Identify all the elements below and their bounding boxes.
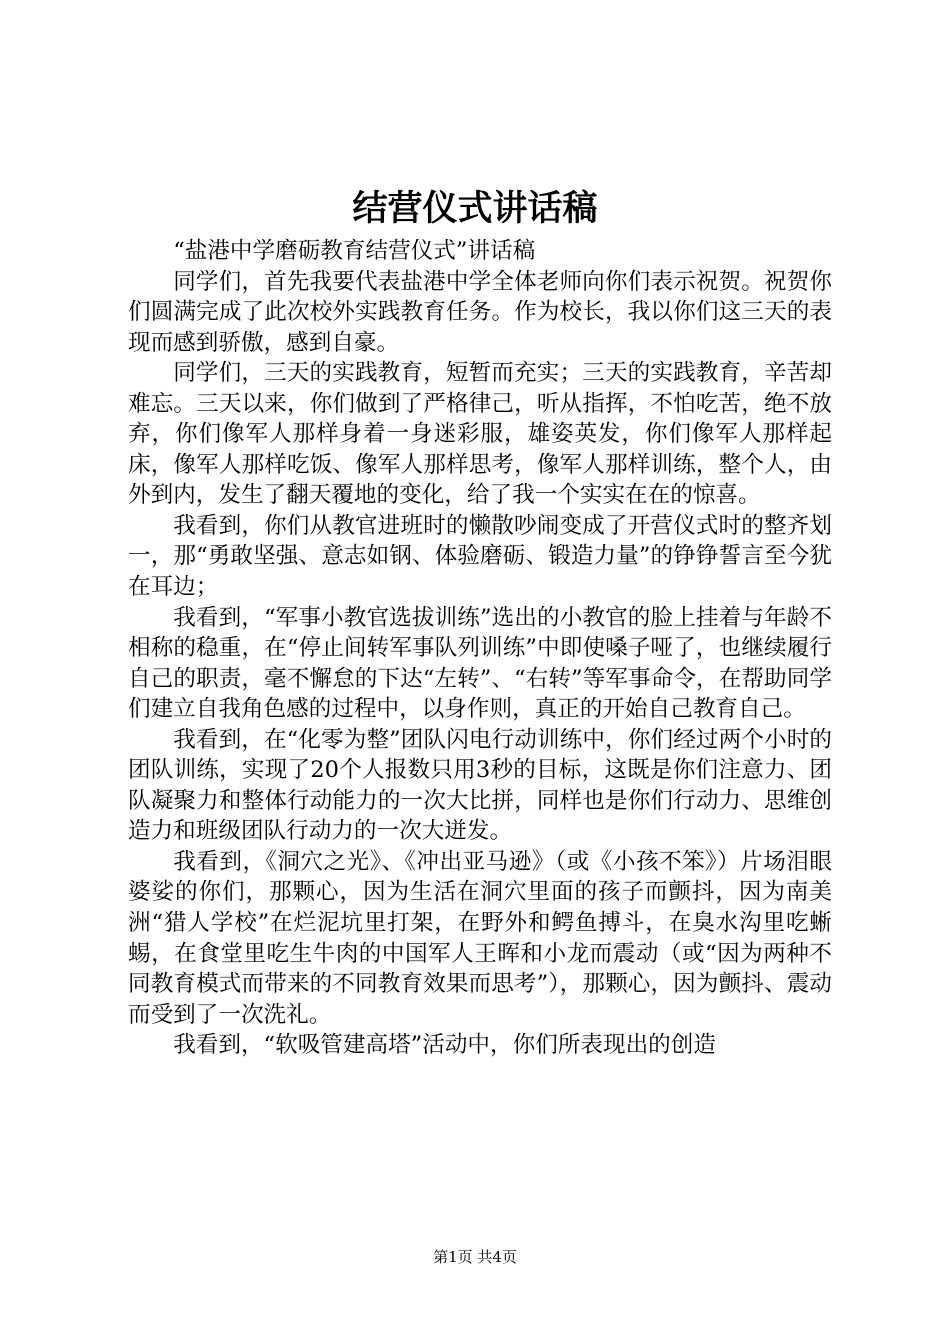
document-body [128, 236, 832, 1061]
paragraph-team-training: 我看到，在“化零为整”团队闪电行动训练中，你们经过两个小时的团队训练，实现了20个人报数只用3秒的目标，这既是你们注意力、团队凝聚力和整体行动能力的一次大比拼，同样也是你们行动力、思维创造力和班级团队行动力的一次大迸发。 [128, 726, 832, 845]
paragraph-congratulations: 同学们，首先我要代表盐港中学全体老师向你们表示祝贺。祝贺你们圆满完成了此次校外实践教育任务。作为校长，我以你们这三天的表现而感到骄傲，感到自豪。 [128, 268, 832, 356]
paragraph-straw-tower: 我看到，“软吸管建高塔”活动中，你们所表现出的创造 [173, 1032, 716, 1059]
paragraph-little-instructors: 我看到，“军事小教官选拔训练”选出的小教官的脸上挂着与年龄不相称的稳重，在“停止间转军事队列训练”中即使嗓子哑了，也继续履行自己的职责，毫不懈怠的下达“左转”、“右转”等军事命令，在帮助同学们建立自我角色感的过程中，以身作则，真正的开始自己教育自己。 [128, 604, 832, 723]
document-title: 结营仪式讲话稿 [352, 189, 598, 229]
subtitle-paragraph: “盐港中学磨砺教育结营仪式”讲话稿 [173, 238, 536, 264]
page-footer: 第1页 共4页 [433, 1248, 517, 1266]
paragraph-films: 我看到，《洞穴之光》、《冲出亚马逊》（或《小孩不笨》）片场泪眼婆娑的你们，那颗心，因为生活在洞穴里面的孩子而颤抖，因为南美洲“猎人学校”在烂泥坑里打架，在野外和鳄鱼搏斗，在臭水沟里吃蜥蜴，在食堂里吃生牛肉的中国军人王晖和小龙而震动（或“因为两种不同教育模式而带来的不同教育效果而思考”），那颗心，因为颤抖、震动而受到了一次洗礼。 [128, 848, 832, 1028]
paragraph-opening-ceremony: 我看到，你们从教官进班时的懒散吵闹变成了开营仪式时的整齐划一，那“勇敢坚强、意志如钢、体验磨砺、锻造力量”的铮铮誓言至今犹在耳边； [128, 512, 832, 601]
paragraph-three-days: 同学们，三天的实践教育，短暂而充实；三天的实践教育，辛苦却难忘。三天以来，你们做到了严格律己，听从指挥，不怕吃苦，绝不放弃，你们像军人那样身着一身迷彩服，雄姿英发，你们像军人那样起床，像军人那样吃饭、像军人那样思考，像军人那样训练，整个人，由外到内，发生了翻天覆地的变化，给了我一个实实在在的惊喜。 [128, 360, 832, 509]
